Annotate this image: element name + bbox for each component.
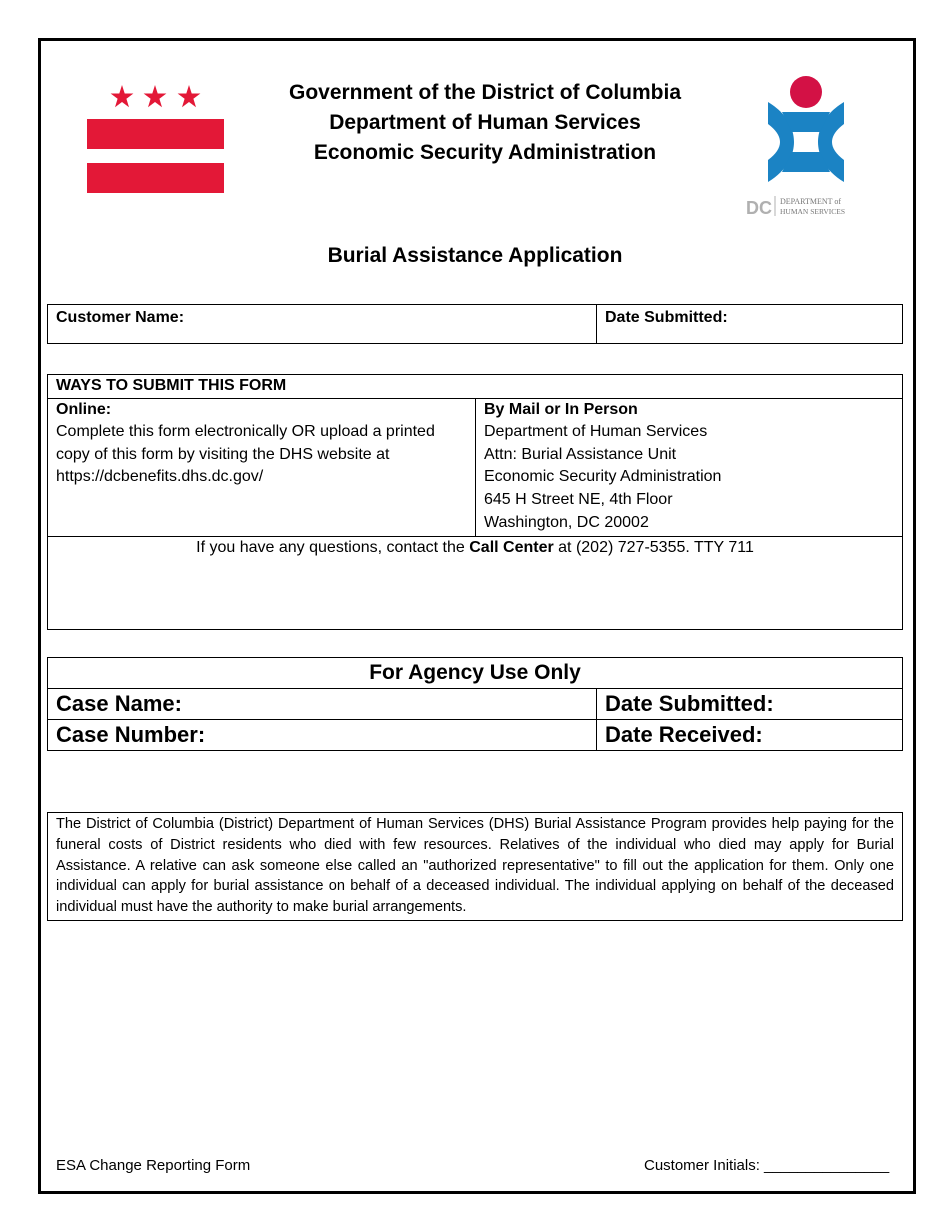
date-received-field[interactable] <box>597 720 903 751</box>
flag-bar-top <box>87 119 224 149</box>
contact-suffix: at (202) 727-5355. TTY 711 <box>558 538 754 556</box>
mail-line: Economic Security Administration <box>484 468 722 486</box>
call-center-label: Call Center <box>469 538 554 556</box>
case-name-field[interactable] <box>48 689 597 720</box>
logo-dc-text: DC <box>746 198 772 218</box>
dhs-logo-icon <box>742 72 874 220</box>
program-description: The District of Columbia (District) Department of Human Services (DHS) Burial Assistance Program provides help paying for the funeral costs of District residents who died with few resources. Relatives of the individual who died may apply for Burial Assistance. A relative can ask someone else called an "authorized representative" to fill out the application for them. Only one individual can apply for burial assistance on behalf of a deceased individual. The individual applying on behalf of the deceased individual must have the authority to make burial arrangements. <box>47 812 903 921</box>
case-number-field[interactable] <box>48 720 597 751</box>
customer-name-label: Customer Name: <box>56 309 185 326</box>
dc-flag-icon <box>87 82 224 194</box>
flag-bar-bottom <box>87 163 224 193</box>
ways-heading: WAYS TO SUBMIT THIS FORM <box>48 375 903 399</box>
flag-star <box>144 85 167 107</box>
agency-use-title: For Agency Use Only <box>48 658 903 689</box>
header-line-administration: Economic Security Administration <box>313 141 657 164</box>
agency-date-submitted-field[interactable] <box>597 689 903 720</box>
agency-use-table <box>47 657 903 751</box>
logo-dept-line2: HUMAN SERVICES <box>780 207 846 216</box>
online-cell <box>48 398 476 536</box>
date-received-label: Date Received: <box>605 722 763 747</box>
mail-line: Washington, DC 20002 <box>484 513 649 531</box>
mail-line: Department of Human Services <box>484 423 708 441</box>
online-line: Complete this form electronically OR upload a printed <box>56 423 435 441</box>
online-label: Online: <box>56 400 112 418</box>
logo-dept-line1: DEPARTMENT of <box>780 197 842 206</box>
logo-head-circle <box>790 76 822 108</box>
online-line: copy of this form by visiting the DHS website at <box>56 445 390 463</box>
contact-cell <box>48 536 903 629</box>
customer-initials-field[interactable]: Customer Initials: _______________ <box>644 1157 890 1174</box>
header-line-department: Department of Human Services <box>329 111 641 134</box>
online-url-link[interactable]: https://dcbenefits.dhs.dc.gov/ <box>56 468 264 486</box>
flag-star <box>178 85 201 107</box>
agency-header <box>240 78 730 168</box>
mail-line: Attn: Burial Assistance Unit <box>484 445 677 463</box>
header-line-government: Government of the District of Columbia <box>288 81 682 104</box>
flag-star <box>111 85 134 107</box>
ways-to-submit-table <box>47 374 903 630</box>
case-name-label: Case Name: <box>56 691 182 716</box>
agency-date-submitted-label: Date Submitted: <box>605 691 774 716</box>
customer-name-field[interactable] <box>48 305 597 344</box>
mail-label: By Mail or In Person <box>484 400 638 418</box>
date-submitted-field[interactable] <box>597 305 903 344</box>
application-title: Burial Assistance Application <box>327 244 623 267</box>
contact-prefix: If you have any questions, contact the <box>196 538 465 556</box>
date-submitted-label: Date Submitted: <box>605 309 728 326</box>
mail-cell <box>476 398 903 536</box>
mail-line: 645 H Street NE, 4th Floor <box>484 490 673 508</box>
case-number-label: Case Number: <box>56 722 206 747</box>
footer-form-name: ESA Change Reporting Form <box>56 1157 251 1174</box>
customer-info-table <box>47 304 903 344</box>
